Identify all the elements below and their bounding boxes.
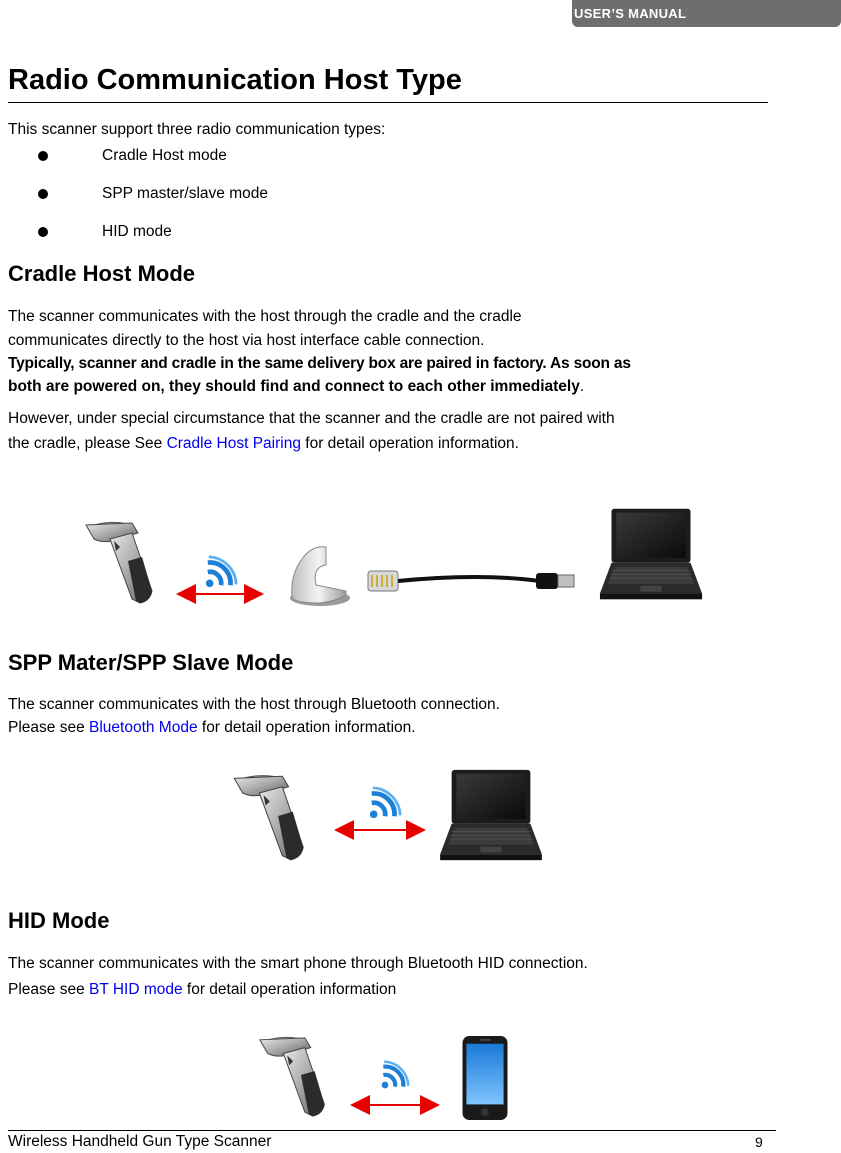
wireless-signal-icon xyxy=(382,1062,409,1089)
cradle-paragraph-line: However, under special circumstance that the scanner and the cradle are not paired with xyxy=(8,410,615,427)
spp-see-prefix: Please see xyxy=(8,719,89,736)
bullet-dot-icon xyxy=(38,227,48,237)
spp-section-heading: SPP Mater/SPP Slave Mode xyxy=(8,650,294,675)
spp-paragraph-line xyxy=(8,717,416,739)
bluetooth-mode-link[interactable]: Bluetooth Mode xyxy=(89,719,198,736)
usb-cable-icon xyxy=(368,571,574,591)
bullet-label: SPP master/slave mode xyxy=(102,185,268,202)
hid-paragraph-line xyxy=(8,979,396,1001)
hid-section-heading: HID Mode xyxy=(8,908,110,933)
cradle-paragraph-line xyxy=(8,433,519,455)
hid-mode-illustration xyxy=(254,1030,524,1122)
laptop-icon xyxy=(600,509,702,600)
cradle-bold-text: both are powered on, they should find and connect to each other immediately xyxy=(8,378,580,395)
cradle-bold-period: . xyxy=(579,378,585,395)
spp-see-suffix: for detail operation information. xyxy=(197,719,416,736)
cradle-bold-line: Typically, scanner and cradle in the same delivery box are paired in factory. As soon as xyxy=(8,355,631,372)
title-divider xyxy=(8,102,768,103)
cradle-see-prefix: the cradle, please See xyxy=(8,435,167,452)
cradle-host-pairing-link[interactable]: Cradle Host Pairing xyxy=(166,435,301,452)
hid-see-prefix: Please see xyxy=(8,981,89,998)
footer-document-title: Wireless Handheld Gun Type Scanner xyxy=(8,1133,272,1150)
page-title: Radio Communication Host Type xyxy=(8,64,462,96)
manual-header-tab: USER’S MANUAL xyxy=(572,0,841,27)
spp-paragraph-line: The scanner communicates with the host through Bluetooth connection. xyxy=(8,696,500,713)
bullet-label: Cradle Host mode xyxy=(102,147,227,164)
spp-mode-illustration xyxy=(228,768,548,864)
scanner-icon xyxy=(234,776,303,860)
scanner-icon xyxy=(260,1037,325,1116)
cradle-icon xyxy=(290,547,350,606)
footer-divider xyxy=(8,1130,776,1131)
page-number: 9 xyxy=(755,1134,763,1150)
bullet-label: HID mode xyxy=(102,223,172,240)
cradle-paragraph-line: The scanner communicates with the host through the cradle and the cradle xyxy=(8,308,522,325)
bt-hid-mode-link[interactable]: BT HID mode xyxy=(89,981,183,998)
wireless-signal-icon xyxy=(370,788,400,818)
cradle-see-suffix: for detail operation information. xyxy=(300,435,519,452)
hid-paragraph-line: The scanner communicates with the smart phone through Bluetooth HID connection. xyxy=(8,955,588,972)
cradle-section-heading: Cradle Host Mode xyxy=(8,261,196,286)
hid-see-suffix: for detail operation information xyxy=(182,981,397,998)
smartphone-icon xyxy=(463,1036,508,1120)
laptop-icon xyxy=(440,770,542,860)
cradle-paragraph-line: communicates directly to the host via host interface cable connection. xyxy=(8,332,485,349)
cradle-bold-line xyxy=(8,376,584,398)
cradle-mode-illustration xyxy=(80,505,710,615)
scanner-icon xyxy=(86,522,152,603)
wireless-signal-icon xyxy=(206,557,236,587)
intro-text: This scanner support three radio communication types: xyxy=(8,121,386,138)
bullet-dot-icon xyxy=(38,189,48,199)
bullet-dot-icon xyxy=(38,151,48,161)
